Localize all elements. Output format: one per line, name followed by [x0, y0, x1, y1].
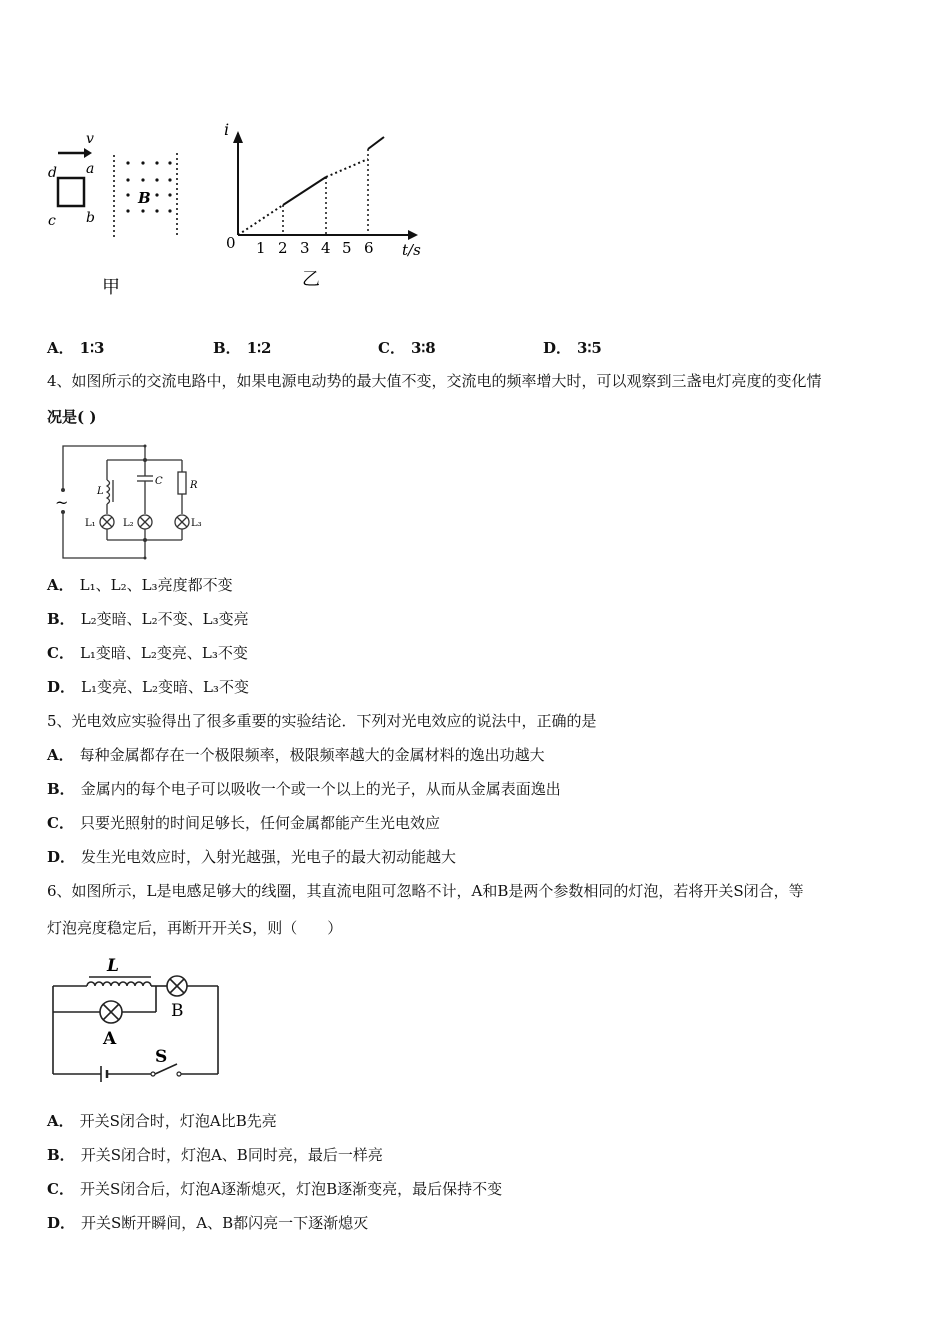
q4-option-b: B． L₂变暗、L₂不变、L₃变亮: [47, 610, 249, 628]
label-b: b: [86, 210, 95, 226]
tick-1: 1: [256, 239, 266, 257]
tick-0: 0: [226, 234, 236, 252]
label-d: d: [48, 165, 57, 181]
q4-option-c: C． L₁变暗、L₂变亮、L₃不变: [47, 644, 248, 662]
label-L2: L₂: [123, 518, 134, 529]
label-L: L: [97, 486, 104, 497]
figure-yi: [218, 115, 428, 295]
q3-option-d: D． 3∶5: [543, 339, 602, 357]
q6-option-c: C． 开关S闭合后，灯泡A逐渐熄灭，灯泡B逐渐变亮，最后保持不变: [47, 1180, 503, 1198]
label-a: a: [86, 161, 95, 177]
figure-jia: [40, 125, 190, 305]
q3-option-c: C． 3∶8: [378, 339, 436, 357]
tick-2: 2: [278, 239, 288, 257]
q6-stem-line2: 灯泡亮度稳定后，再断开开关S，则（ ）: [47, 919, 343, 937]
axis-x-label: t/s: [402, 241, 421, 259]
label-inductor-L: L: [107, 956, 119, 976]
wire-loop: [58, 178, 84, 206]
q5-option-a: A． 每种金属都存在一个极限频率，极限频率越大的金属材料的逸出功越大: [47, 746, 545, 764]
q4-stem-line2: 况是( ): [47, 408, 97, 426]
label-C: C: [155, 476, 163, 487]
q6-option-d: D． 开关S断开瞬间，A、B都闪亮一下逐渐熄灭: [47, 1214, 369, 1232]
label-c: c: [48, 213, 56, 229]
label-lamp-A: A: [103, 1029, 117, 1049]
q6-circuit: [45, 950, 235, 1090]
axis-y-label: i: [224, 120, 230, 139]
label-R: R: [190, 480, 198, 491]
label-B: B: [138, 189, 151, 207]
q4-stem-line1: 4、如图所示的交流电路中，如果电源电动势的最大值不变，交流电的频率增大时，可以观察到三盏电灯亮度的变化情: [47, 372, 822, 390]
tick-5: 5: [342, 239, 352, 257]
label-L1: L₁: [85, 518, 96, 529]
q5-option-d: D． 发生光电效应时，入射光越强，光电子的最大初动能越大: [47, 848, 457, 866]
q6-option-b: B． 开关S闭合时，灯泡A、B同时亮，最后一样亮: [47, 1146, 383, 1164]
caption-jia: 甲: [102, 277, 120, 298]
q6-option-a: A． 开关S闭合时，灯泡A比B先亮: [47, 1112, 277, 1130]
q5-stem: 5、光电效应实验得出了很多重要的实验结论．下列对光电效应的说法中，正确的是: [47, 712, 597, 730]
q4-option-d: D． L₁变亮、L₂变暗、L₃不变: [47, 678, 249, 696]
q4-circuit: [45, 440, 225, 565]
label-lamp-B: B: [171, 1001, 184, 1021]
q3-option-a: A． 1∶3: [47, 339, 105, 357]
q6-stem-line1: 6、如图所示，L是电感足够大的线圈，其直流电阻可忽略不计，A和B是两个参数相同的灯泡，若将开关S闭合，等: [47, 882, 804, 900]
tick-6: 6: [364, 239, 374, 257]
label-L3: L₃: [191, 518, 202, 529]
ac-source-symbol: ~: [55, 493, 69, 512]
label-switch-S: S: [155, 1047, 168, 1067]
tick-3: 3: [300, 239, 310, 257]
q4-option-a: A． L₁、L₂、L₃亮度都不变: [47, 576, 233, 594]
q5-option-b: B． 金属内的每个电子可以吸收一个或一个以上的光子，从而从金属表面逸出: [47, 780, 561, 798]
label-v: v: [86, 131, 94, 147]
q5-option-c: C． 只要光照射的时间足够长，任何金属都能产生光电效应: [47, 814, 440, 832]
caption-yi: 乙: [302, 269, 320, 290]
tick-4: 4: [321, 239, 331, 257]
q3-option-b: B． 1∶2: [213, 339, 272, 357]
